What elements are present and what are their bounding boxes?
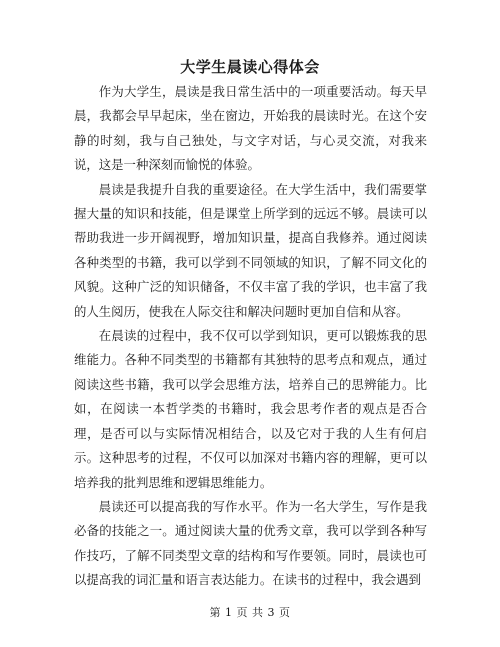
paragraph-2: 晨读是我提升自我的重要途径。在大学生活中，我们需要掌握大量的知识和技能，但是课堂上所学到的远远不够。晨读可以帮助我进一步开阔视野，增加知识量，提高自我修养。通过阅读各种类型的书籍，我可以学到不同领域的知识，了解不同文化的风貌。这种广泛的知识储备，不仅丰富了我的学识，也丰富了我的人生阅历，使我在人际交往和解决问题时更加自信和从容。 [74, 181, 427, 319]
paragraph-4: 晨读还可以提高我的写作水平。作为一名大学生，写作是我必备的技能之一。通过阅读大量的优秀文章，我可以学到各种写作技巧，了解不同类型文章的结构和写作要领。同时，晨读也可以提高我的词汇量和语言表达能力。在读书的过程中，我会遇到 [74, 498, 427, 588]
paragraph-1: 作为大学生，晨读是我日常生活中的一项重要活动。每天早晨，我都会早早起床，坐在窗边，开始我的晨读时光。在这个安静的时刻，我与自己独处，与文字对话，与心灵交流，对我来说，这是一种深刻而愉悦的体验。 [74, 84, 427, 173]
page-number-footer: 第 1 页 共 3 页 [209, 606, 291, 619]
document-title: 大学生晨读心得体会 [180, 58, 320, 76]
paragraph-3: 在晨读的过程中，我不仅可以学到知识，更可以锻炼我的思维能力。各种不同类型的书籍都有其独特的思考点和观点，通过阅读这些书籍，我可以学会思维方法，培养自己的思辨能力。比如，在阅读一本哲学类的书籍时，我会思考作者的观点是否合理，是否可以与实际情况相结合，以及它对于我的人生有何启示。这种思考的过程，不仅可以加深对书籍内容的理解，更可以培养我的批判思维和逻辑思维能力。 [74, 328, 427, 490]
document-body [74, 80, 427, 593]
